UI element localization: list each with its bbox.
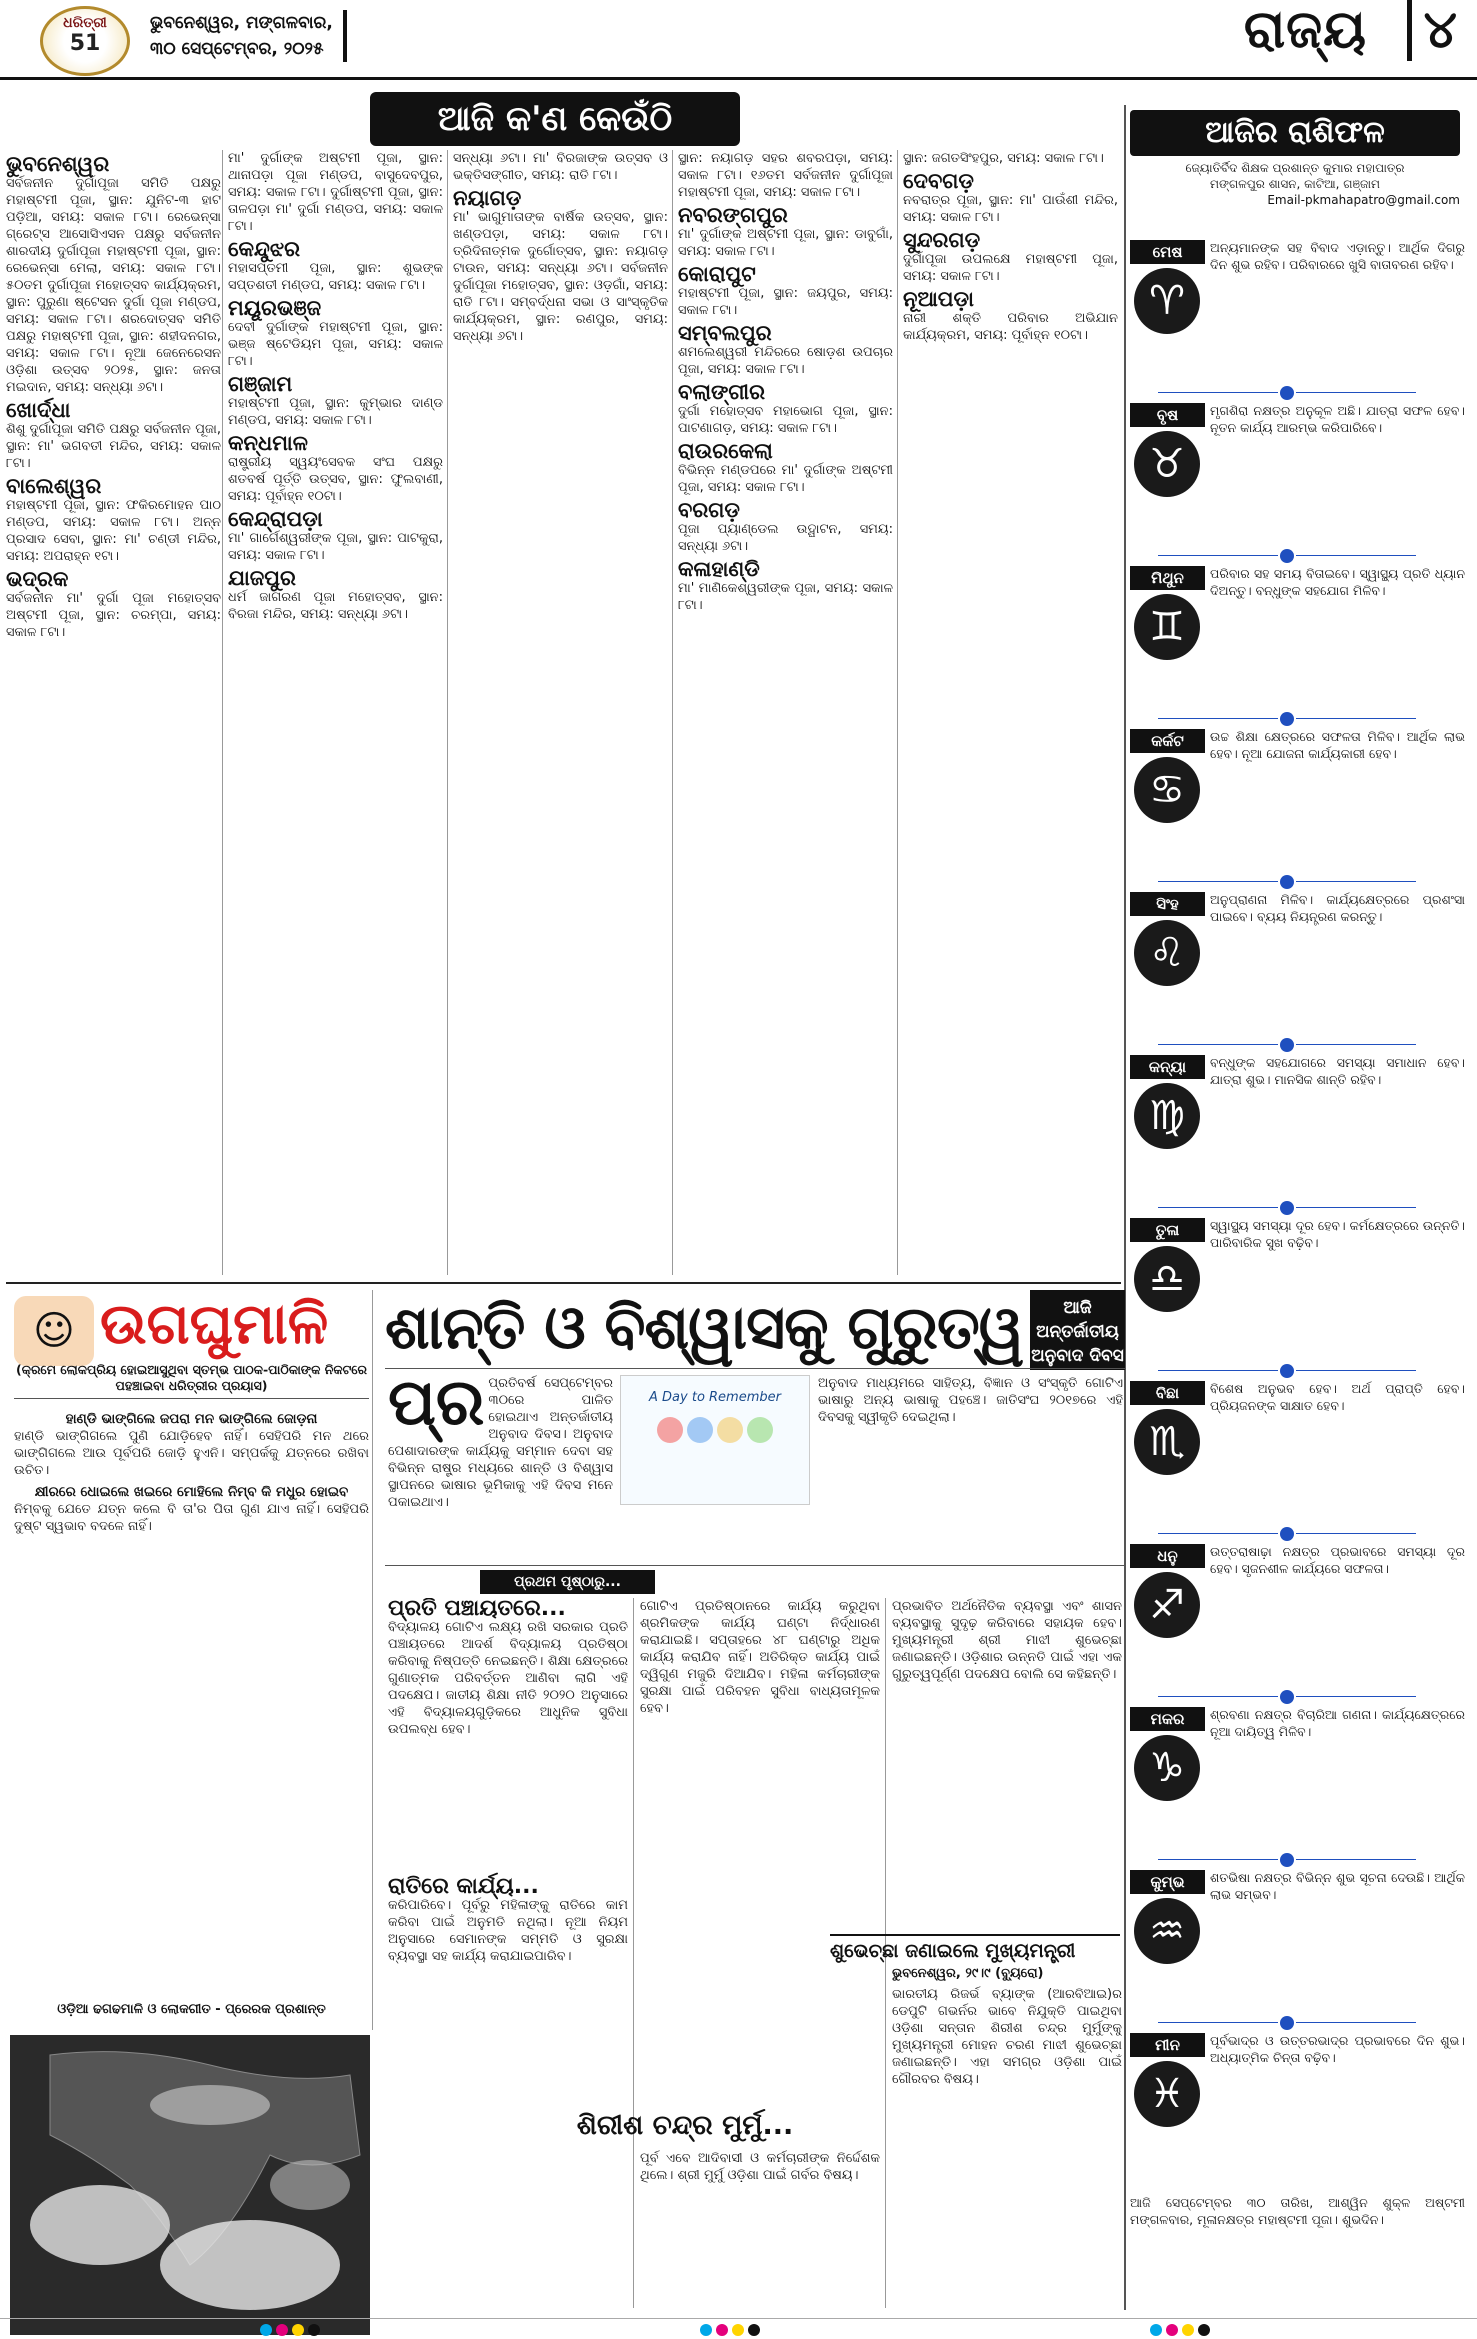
cm-greeting-dateline: ଭୁବନେଶ୍ୱର, ୨୯।୯ (ବ୍ୟୁରୋ) <box>892 1966 1044 1981</box>
sign-aries <box>1130 240 1465 402</box>
listing-block <box>6 474 221 565</box>
city-day: ଭୁବନେଶ୍ୱର, ମଙ୍ଗଳବାର, <box>150 13 333 33</box>
sign-forecast: ପରିବାର ସହ ସମୟ ବିତାଇବେ। ସ୍ୱାସ୍ଥ୍ୟ ପ୍ରତି ଧ୍ୟାନ ଦିଅନ୍ତୁ। ବନ୍ଧୁଙ୍କ ସହଯୋଗ ମିଳିବ। <box>1210 566 1465 598</box>
listing-text: ସର୍ବଜନୀନ ଦୁର୍ଗାପୂଜା ସମିତି ପକ୍ଷରୁ ମହାଷ୍ଟମୀ ପୂଜା, ସ୍ଥାନ: ଯୁନିଟ-୩ ହାଟ ପଡ଼ିଆ, ସମୟ: ସକାଳ ୮ଟା। ରେଭେନ୍ସା ଗ୍ରେଟ୍ସ ଆସୋସିଏସନ ପକ୍ଷରୁ ସର୍ବଜନୀନ ଶାରଦୀୟ ଦୁର୍ଗାପୂଜା ମହାଷ୍ଟମୀ ପୂଜା, ସ୍ଥାନ: ରେଭେନ୍ସା ମେଲା, ସମୟ: ସକାଳ ୮ଟା। ୫୦ତମ ଦୁର୍ଗାପୂଜା ମହୋତ୍ସବ କାର୍ଯ୍ୟକ୍ରମ, ସ୍ଥାନ: ପୁରୁଣା ଷ୍ଟେସନ ଦୁର୍ଗା ପୂଜା ମଣ୍ଡପ, ସମୟ: ସକାଳ ୮ଟା। ଶରଦୋତ୍ସବ ସମିତି ପକ୍ଷରୁ ମହାଷ୍ଟମୀ ପୂଜା, ସ୍ଥାନ: ଶହୀଦନଗର, ସମୟ: ସକାଳ ୮ଟା। ନୂଆ ଜେନେରେସନ ଓଡ଼ିଶା ଉତ୍ସବ ୨୦୨୫, ସ୍ଥାନ: ଜନତା ମଇଦାନ, ସମୟ: ସନ୍ଧ୍ୟା ୬ଟା। <box>6 176 221 395</box>
satellite-map <box>10 2035 370 2335</box>
listing-text: ମା' ଦୁର୍ଗାଙ୍କ ଅଷ୍ଟମୀ ପୂଜା, ସ୍ଥାନ: ଥାନାପଡ଼ା ପୂଜା ମଣ୍ଡପ, ବାସୁଦେବପୁର, ସମୟ: ସକାଳ ୮ଟା। ଦୁର୍ଗାଷ୍ଟମୀ ପୂଜା, ସ୍ଥାନ: ତାଳପଡ଼ା ମା' ଦୁର୍ଗା ମଣ୍ଡପ, ସମୟ: ସକାଳ ୮ଟା। <box>228 151 443 234</box>
district-heading: ବରଗଡ଼ <box>678 498 740 522</box>
listing-text: ସର୍ବଜନୀନ ମା' ଦୁର୍ଗା ପୂଜା ମହୋତ୍ସବ ଅଷ୍ଟମୀ ପୂଜା, ସ୍ଥାନ: ଚରମ୍ପା, ସମୟ: ସକାଳ ୮ଟା। <box>6 591 221 640</box>
sign-forecast: ବନ୍ଧୁଙ୍କ ସହଯୋଗରେ ସମସ୍ୟା ସମାଧାନ ହେବ। ଯାତ୍ରା ଶୁଭ। ମାନସିକ ଶାନ୍ତି ରହିବ। <box>1210 1055 1465 1087</box>
listing-text: ରାଷ୍ଟ୍ରୀୟ ସ୍ୱୟଂସେବକ ସଂଘ ପକ୍ଷରୁ ଶତବର୍ଷ ପୂର୍ତ୍ତି ଉତ୍ସବ, ସ୍ଥାନ: ଫୁଲବାଣୀ, ସମୟ: ପୂର୍ବାହ୍ନ ୧୦ଟା। <box>228 455 443 504</box>
district-heading: ଭୁବନେଶ୍ୱର <box>6 152 110 176</box>
astrologer-name: ଜ୍ୟୋତିର୍ବିଦ ଶିକ୍ଷକ ପ୍ରଶାନ୍ତ କୁମାର ମହାପାତ୍ର <box>1185 161 1405 175</box>
feature-para-1: ପ୍ରତିବର୍ଷ ସେପ୍ଟେମ୍ବର ୩୦ରେ ପାଳିତ ହୋଇଥାଏ ଅନ୍ତର୍ଜାତୀୟ ଅନୁବାଦ ଦିବସ। ଅନୁବାଦ ପେଶାଦାରଙ୍କ କାର୍ଯ୍ୟକୁ ସମ୍ମାନ ଦେବା ସହ ବିଭିନ୍ନ ରାଷ୍ଟ୍ର ମଧ୍ୟରେ ଶାନ୍ତି ଓ ବିଶ୍ୱାସ ସ୍ଥାପନରେ ଭାଷାର ଭୂମିକାକୁ ଏହି ଦିବସ ମନେ ପକାଇଥାଏ। <box>388 1376 613 1510</box>
proverb-2-explanation: ନିମ୍ବକୁ ଯେତେ ଯତ୍ନ କଲେ ବି ତା'ର ପିତା ଗୁଣ ଯାଏ ନାହିଁ। ସେହିପରି ଦୁଷ୍ଟ ସ୍ୱଭାବ ବଦଳେ ନାହିଁ। <box>14 1502 369 1534</box>
listing-text: ପୂଜା ପ୍ୟାଣ୍ଡେଲ ଉଦ୍ଘାଟନ, ସମୟ: ସନ୍ଧ୍ୟା ୬ଟା। <box>678 522 893 554</box>
district-heading: କେନ୍ଦ୍ରାପଡ଼ା <box>228 507 323 531</box>
listing-text: ମା' ଗାର୍ଗେଶ୍ୱରୀଙ୍କ ପୂଜା, ସ୍ଥାନ: ପାଟକୁରା, ସମୟ: ସକାଳ ୮ଟା। <box>228 531 443 563</box>
what-where-col-4 <box>678 150 893 1275</box>
aries-icon: ♈ <box>1134 268 1200 334</box>
what-where-col-1 <box>6 150 221 1275</box>
aquarius-icon: ♒ <box>1134 1898 1200 1964</box>
column-rule <box>633 1598 634 2308</box>
story-2-text: କରିପାରିବେ। ପୂର୍ବରୁ ମହିଳାଙ୍କୁ ରାତିରେ କାମ କରିବା ପାଇଁ ଅନୁମତି ନଥିଲା। ନୂଆ ନିୟମ ଅନୁସାରେ ସେମାନଙ୍କ ସମ୍ମତି ଓ ସୁରକ୍ଷା ବ୍ୟବସ୍ଥା ସହ କାର୍ଯ୍ୟ କରାଯାଇପାରିବ। <box>388 1898 628 1964</box>
district-heading: କୋରାପୁଟ <box>678 262 756 286</box>
district-heading: ମୟୂରଭଞ୍ଜ <box>228 296 322 320</box>
satellite-weather-image <box>10 2035 370 2335</box>
listing-text: ଧର୍ମ ଜାଗରଣ ପୂଜା ମହୋତ୍ସବ, ସ୍ଥାନ: ବିରଜା ମନ୍ଦିର, ସମୟ: ସନ୍ଧ୍ୟା ୬ଟା। <box>228 590 443 622</box>
district-heading: ସମ୍ବଲପୁର <box>678 321 772 345</box>
gemini-icon: ♊ <box>1134 594 1200 660</box>
listing-text: ନବରାତ୍ର ପୂଜା, ସ୍ଥାନ: ମା' ପାଉଁଶୀ ମନ୍ଦିର, ସମୟ: ସକାଳ ୮ଟା। <box>903 193 1118 225</box>
divider-dot <box>1280 1527 1294 1541</box>
divider-dot <box>1280 549 1294 563</box>
feature-headline: ଶାନ୍ତି ଓ ବିଶ୍ୱାସକୁ ଗୁରୁତ୍ୱ <box>385 1293 1024 1363</box>
section-divider <box>6 1282 1121 1284</box>
yellow-dot <box>732 2324 744 2336</box>
story-3-box <box>640 2150 880 2310</box>
horoscope-rule <box>1124 105 1126 2310</box>
sagittarius-icon: ♐ <box>1134 1572 1200 1638</box>
logo-text: ଧରିତ୍ରୀ <box>63 15 107 31</box>
sign-cancer <box>1130 729 1465 891</box>
column-rule <box>447 150 448 1275</box>
column-rule <box>222 150 223 1275</box>
story-3-text: ପୂର୍ବ ଏବେ ଆଦିବାସୀ ଓ କର୍ମଚାରୀଙ୍କ ନିର୍ଦ୍ଦେଶକ ଥିଲେ। ଶ୍ରୀ ମୁର୍ମୁ ଓଡ଼ିଶା ପାଇଁ ଗର୍ବର ବିଷୟ। <box>640 2151 880 2183</box>
listing-text: ମହାଷ୍ଟମୀ ପୂଜା, ସ୍ଥାନ: ଜୟପୁର, ସମୟ: ସକାଳ ୮ଟା। <box>678 286 893 318</box>
cartoon-faces-icon: ☺ <box>14 1296 94 1366</box>
cm-greeting-headline: ଶୁଭେଚ୍ଛା ଜଣାଇଲେ ମୁଖ୍ୟମନ୍ତ୍ରୀ <box>830 1934 1120 1962</box>
sign-label: ମକର <box>1130 1707 1205 1731</box>
libra-icon: ♎ <box>1134 1246 1200 1312</box>
story-2-continued: ଗୋଟିଏ ପ୍ରତିଷ୍ଠାନରେ କାର୍ଯ୍ୟ କରୁଥିବା ଶ୍ରମିକଙ୍କ କାର୍ଯ୍ୟ ଘଣ୍ଟା ନିର୍ଦ୍ଧାରଣ କରାଯାଇଛି। ସପ୍ତାହରେ ୪୮ ଘଣ୍ଟାରୁ ଅଧିକ କାର୍ଯ୍ୟ କରାଯିବ ନାହିଁ। ଅତିରିକ୍ତ କାର୍ଯ୍ୟ ପାଇଁ ଦ୍ୱିଗୁଣ ମଜୁରି ଦିଆଯିବ। ମହିଳା କର୍ମଚାରୀଙ୍କ ସୁରକ୍ଷା ପାଇଁ ପରିବହନ ସୁବିଧା ବାଧ୍ୟତାମୂଳକ ହେବ। <box>640 1599 880 1716</box>
badge-icon <box>657 1417 683 1443</box>
cyan-dot <box>260 2324 272 2336</box>
scorpio-icon: ♏ <box>1134 1409 1200 1475</box>
badge-icon <box>747 1417 773 1443</box>
continued-col-2 <box>640 1598 880 2098</box>
district-heading: ନୂଆପଡ଼ା <box>903 287 974 311</box>
proverb-2: କ୍ଷୀରରେ ଧୋଇଲେ ଖଇରେ ମୋହିଲେ ନିମ୍ବ କି ମଧୁର ହୋଇବ <box>34 1484 349 1500</box>
sign-virgo <box>1130 1055 1465 1217</box>
panjika-note: ଆଜି ସେପ୍ଟେମ୍ବର ୩୦ ତାରିଖ, ଆଶ୍ୱିନ ଶୁକ୍ଳ ଅଷ୍ଟମୀ ମଙ୍ଗଳବାର, ମୂଳାନକ୍ଷତ୍ର ମହାଷ୍ଟମୀ ପୂଜା। ଶୁଭଦିନ। <box>1130 2195 1465 2227</box>
sign-scorpio <box>1130 1381 1465 1543</box>
sign-forecast: ଉଚ୍ଚ ଶିକ୍ଷା କ୍ଷେତ୍ରରେ ସଫଳତା ମିଳିବ। ଆର୍ଥିକ ଲାଭ ହେବ। ନୂଆ ଯୋଜନା କାର୍ଯ୍ୟକାରୀ ହେବ। <box>1210 729 1465 761</box>
sign-label: ମୀନ <box>1130 2033 1205 2057</box>
feature-rule <box>385 1368 1125 1369</box>
listing-text: ମହାଷ୍ଟମୀ ପୂଜା, ସ୍ଥାନ: ଫକିରମୋହନ ପାଠ ମଣ୍ଡପ, ସମୟ: ସକାଳ ୮ଟା। ଅନ୍ନ ପ୍ରସାଦ ସେବା, ସ୍ଥାନ: ମା' ଚଣ୍ଡୀ ମନ୍ଦିର, ସମୟ: ଅପରାହ୍ନ ୧ଟା। <box>6 498 221 564</box>
astrologer-address: ମଙ୍ଗଳପୁର ଶାସନ, କାଟିଆ, ଗଞ୍ଜାମ <box>1210 177 1380 191</box>
sign-label: କର୍କଟ <box>1130 729 1205 753</box>
district-heading: କେନ୍ଦୁଝର <box>228 237 301 261</box>
listing-text: ଦୁର୍ଗା ମହୋତ୍ସବ ମହାଭୋଗ ପୂଜା, ସ୍ଥାନ: ପାଟଣାଗଡ଼, ସମୟ: ସକାଳ ୮ଟା। <box>678 404 893 436</box>
listing-text: ମା' ଭାଗୁମାତାଙ୍କ ବାର୍ଷିକ ଉତ୍ସବ, ସ୍ଥାନ: ଖଣ୍ଡପଡ଼ା, ସମୟ: ସକାଳ ୮ଟା। ତ୍ରିଦିନାତ୍ମକ ଦୁର୍ଗୋତ୍ସବ, ସ୍ଥାନ: ନୟାଗଡ଼ ଟାଉନ, ସମୟ: ସନ୍ଧ୍ୟା ୬ଟା। ସର୍ବଜନୀନ ଦୁର୍ଗାପୂଜା ମହୋତ୍ସବ, ସ୍ଥାନ: ଓଡ଼ଗାଁ, ସମୟ: ରାତି ୮ଟା। ସମ୍ବର୍ଦ୍ଧନା ସଭା ଓ ସାଂସ୍କୃତିକ କାର୍ଯ୍ୟକ୍ରମ, ସ୍ଥାନ: ରଣପୁର, ସମୟ: ସନ୍ଧ୍ୟା ୬ଟା। <box>453 210 668 344</box>
black-dot <box>308 2324 320 2336</box>
sign-forecast: ମୃଗଶିରା ନକ୍ଷତ୍ର ଅନୁକୂଳ ଅଛି। ଯାତ୍ରା ସଫଳ ହେବ। ନୂତନ କାର୍ଯ୍ୟ ଆରମ୍ଭ କରିପାରିବେ। <box>1210 403 1465 435</box>
yellow-dot <box>292 2324 304 2336</box>
magenta-dot <box>716 2324 728 2336</box>
listing-text: ସନ୍ଧ୍ୟା ୬ଟା। ମା' ବିରଜାଙ୍କ ଉତ୍ସବ ଓ ଭକ୍ତିସଙ୍ଗୀତ, ସମୟ: ରାତି ୮ଟା। <box>453 151 668 183</box>
ugaghumali-title: ଉଗଘୁମାଳି <box>100 1292 329 1357</box>
sign-label: ଧନୁ <box>1130 1544 1205 1568</box>
image-caption: A Day to Remember <box>649 1390 781 1405</box>
horoscope-byline <box>1130 160 1460 208</box>
what-where-heading: ଆଜି କ'ଣ କେଉଁଠି <box>370 92 740 146</box>
sign-label: କୁମ୍ଭ <box>1130 1870 1205 1894</box>
taurus-icon: ♉ <box>1134 431 1200 497</box>
listing-block <box>6 567 221 641</box>
badge-icon <box>687 1417 713 1443</box>
sign-label: ସିଂହ <box>1130 892 1205 916</box>
listing-text: ଦୁର୍ଗାପୂଜା ଉପଲକ୍ଷେ ମହାଷ୍ଟମୀ ପୂଜା, ସମୟ: ସକାଳ ୮ଟା। <box>903 252 1118 284</box>
what-where-col-5 <box>903 150 1118 1275</box>
listing-text: ସ୍ଥାନ: ନୟାଗଡ଼ ସହର ଶବରପଡ଼ା, ସମୟ: ସକାଳ ୮ଟା। ୧୬ତମ ସର୍ବଜନୀନ ଦୁର୍ଗାପୂଜା ମହାଷ୍ଟମୀ ପୂଜା, ସମୟ: ସକାଳ ୮ଟା। <box>678 151 893 200</box>
divider-dot <box>1280 386 1294 400</box>
district-heading: ଖୋର୍ଦ୍ଧା <box>6 398 71 422</box>
dateline <box>150 10 347 62</box>
story-head-3: ଶିରୀଶ ଚନ୍ଦ୍ର ମୁର୍ମୁ... <box>576 2110 794 2141</box>
divider-dot <box>1280 1690 1294 1704</box>
sign-forecast: ପୂର୍ବଭାଦ୍ର ଓ ଉତ୍ତରଭାଦ୍ର ପ୍ରଭାବରେ ଦିନ ଶୁଭ। ଅଧ୍ୟାତ୍ମିକ ଚିନ୍ତା ବଢ଼ିବ। <box>1210 2033 1465 2065</box>
sign-libra <box>1130 1218 1465 1380</box>
district-heading: କଳାହାଣ୍ଡି <box>678 557 760 581</box>
cyan-dot <box>1150 2324 1162 2336</box>
sign-aquarius <box>1130 1870 1465 2032</box>
cm-greeting-story <box>892 1965 1122 2310</box>
sign-capricorn <box>1130 1707 1465 1869</box>
district-heading: ଗଞ୍ଜାମ <box>228 372 293 396</box>
black-dot <box>1198 2324 1210 2336</box>
feature-tag: ଆଜି ଅନ୍ତର୍ଜାତୀୟ ଅନୁବାଦ ଦିବସ <box>1030 1290 1125 1370</box>
feature-para-2-box <box>818 1375 1123 1560</box>
issue-date: ୩୦ ସେପ୍ଟେମ୍ବର, ୨୦୨୫ <box>150 39 324 59</box>
listing-text: ମହାସପ୍ତମୀ ପୂଜା, ସ୍ଥାନ: ଶୁଭଙ୍କ ସପ୍ତଶତୀ ମଣ୍ଡପ, ସମୟ: ସକାଳ ୮ଟା। <box>228 261 443 293</box>
continued-from-front-label: ପ୍ରଥମ ପୃଷ୍ଠାରୁ... <box>480 1570 655 1594</box>
sign-label: ମିଥୁନ <box>1130 566 1205 590</box>
listing-text: ଶିଶୁ ଦୁର୍ଗାପୂଜା ସମିତି ପକ୍ଷରୁ ସର୍ବଜନୀନ ପୂଜା, ସ୍ଥାନ: ମା' ଭଗବତୀ ମନ୍ଦିର, ସମୟ: ସକାଳ ୮ଟା। <box>6 422 221 471</box>
listing-text: ସ୍ଥାନ: ଜଗତସିଂହପୁର, ସମୟ: ସକାଳ ୮ଟା। <box>903 151 1104 166</box>
yellow-dot <box>1182 2324 1194 2336</box>
column-rule <box>672 150 673 1275</box>
divider-dot <box>1280 1364 1294 1378</box>
sign-label: ମେଷ <box>1130 240 1205 264</box>
sign-forecast: ଶ୍ରବଣା ନକ୍ଷତ୍ର ବିଚାରିଆ ଗଣନା। କାର୍ଯ୍ୟକ୍ଷେତ୍ରରେ ନୂଆ ଦାୟିତ୍ୱ ମିଳିବ। <box>1210 1707 1465 1739</box>
magenta-dot <box>1166 2324 1178 2336</box>
astrologer-email: Email-pkmahapatro@gmail.com <box>1267 193 1460 207</box>
sign-forecast: ବିଶେଷ ଅନୁଭବ ହେବ। ଅର୍ଥ ପ୍ରାପ୍ତି ହେବ। ପ୍ରିୟଜନଙ୍କ ସାକ୍ଷାତ ହେବ। <box>1210 1381 1465 1413</box>
divider-dot <box>1280 1038 1294 1052</box>
feature-intro <box>388 1375 613 1560</box>
sign-forecast: ଉତ୍ତରାଷାଢ଼ା ନକ୍ଷତ୍ର ପ୍ରଭାବରେ ସମସ୍ୟା ଦୂର ହେବ। ସୃଜନଶୀଳ କାର୍ଯ୍ୟରେ ସଫଳତା। <box>1210 1544 1465 1576</box>
district-heading: ଭଦ୍ରକ <box>6 567 69 591</box>
sign-label: କନ୍ୟା <box>1130 1055 1205 1079</box>
feature-bottom-rule <box>385 1565 1125 1566</box>
magenta-dot <box>276 2324 288 2336</box>
page-number: ୪ <box>1407 0 1457 61</box>
sign-forecast: ଶତଭିଷା ନକ୍ଷତ୍ର ବିଭିନ୍ନ ଶୁଭ ସୂଚନା ଦେଉଛି। ଆର୍ଥିକ ଲାଭ ସମ୍ଭବ। <box>1210 1870 1465 1902</box>
badge-icon <box>717 1417 743 1443</box>
continued-col-1 <box>388 1598 628 2308</box>
listing-text: ମା' ମାଣିକେଶ୍ୱରୀଙ୍କ ପୂଜା, ସମୟ: ସକାଳ ୮ଟା। <box>678 581 893 613</box>
sign-pisces <box>1130 2033 1465 2195</box>
feature-para-2: ଅନୁବାଦ ମାଧ୍ୟମରେ ସାହିତ୍ୟ, ବିଜ୍ଞାନ ଓ ସଂସ୍କୃତି ଗୋଟିଏ ଭାଷାରୁ ଅନ୍ୟ ଭାଷାକୁ ପହଞ୍ଚେ। ଜାତିସଂଘ ୨୦୧୭ରେ ଏହି ଦିବସକୁ ସ୍ୱୀକୃତି ଦେଇଥିଲା। <box>818 1376 1123 1425</box>
story-1-text: ବିଦ୍ୟାଳୟ ଗୋଟିଏ ଲକ୍ଷ୍ୟ ରଖି ସରକାର ପ୍ରତି ପଞ୍ଚାୟତରେ ଆଦର୍ଶ ବିଦ୍ୟାଳୟ ପ୍ରତିଷ୍ଠା କରିବାକୁ ନିଷ୍ପତ୍ତି ନେଇଛନ୍ତି। ଶିକ୍ଷା କ୍ଷେତ୍ରରେ ଗୁଣାତ୍ମକ ପରିବର୍ତ୍ତନ ଆଣିବା ଲାଗି ଏହି ପଦକ୍ଷେପ। ଜାତୀୟ ଶିକ୍ଷା ନୀତି ୨୦୨୦ ଅନୁସାରେ ଏହି ବିଦ୍ୟାଳୟଗୁଡ଼ିକରେ ଆଧୁନିକ ସୁବିଧା ଉପଲବ୍ଧ ହେବ। <box>388 1620 628 1737</box>
sign-forecast: ସ୍ୱାସ୍ଥ୍ୟ ସମସ୍ୟା ଦୂର ହେବ। କର୍ମକ୍ଷେତ୍ରରେ ଉନ୍ନତି। ପାରିବାରିକ ସୁଖ ବଢ଼ିବ। <box>1210 1218 1465 1250</box>
print-registration-bar <box>0 2318 1477 2339</box>
district-heading: ସୁନ୍ଦରଗଡ଼ <box>903 228 981 252</box>
story-head-1: ପ୍ରତି ପଞ୍ଚାୟତରେ... <box>388 1598 566 1621</box>
district-heading: ବଲାଙ୍ଗୀର <box>678 380 765 404</box>
sign-leo <box>1130 892 1465 1054</box>
capricorn-icon: ♑ <box>1134 1735 1200 1801</box>
sign-gemini <box>1130 566 1465 728</box>
proverb-1-explanation: ହାଣ୍ଡି ଭାଙ୍ଗିଗଲେ ପୁଣି ଯୋଡ଼ିହେବ ନାହିଁ। ସେହିପରି ମନ ଥରେ ଭାଙ୍ଗିଗଲେ ଆଉ ପୂର୍ବପରି ଜୋଡ଼ି ହୁଏନି। ସମ୍ପର୍କକୁ ଯତ୍ନରେ ରଖିବା ଉଚିତ। <box>14 1429 369 1478</box>
ugaghumali-credit: ଓଡ଼ିଆ ଢଗଢମାଳି ଓ ଲୋକଗୀତ - ପ୍ରେରକ ପ୍ରଶାନ୍ତ <box>57 2002 326 2017</box>
listing-text: ଶମଲେଶ୍ୱରୀ ମନ୍ଦିରରେ ଷୋଡ଼ଶ ଉପଚାର ପୂଜା, ସମୟ: ସକାଳ ୮ଟା। <box>678 345 893 377</box>
leo-icon: ♌ <box>1134 920 1200 986</box>
cyan-dot <box>700 2324 712 2336</box>
ugaghumali-subtitle: (କ୍ରମେ ଲୋକପ୍ରିୟ ହୋଇଆସୁଥିବା ସ୍ତମ୍ଭ ପାଠକ-ପାଠିକାଙ୍କ ନିକଟରେ ପହଞ୍ଚାଇବା ଧରିତ୍ରୀର ପ୍ରୟାସ) <box>14 1362 369 1399</box>
feature-image <box>620 1375 810 1505</box>
speech-badges <box>621 1415 809 1449</box>
listing-block <box>6 152 221 396</box>
horoscope-heading: ଆଜିର ରାଶିଫଳ <box>1130 110 1460 156</box>
sign-label: ବିଛା <box>1130 1381 1205 1405</box>
black-dot <box>748 2324 760 2336</box>
listing-text: ବିଭିନ୍ନ ମଣ୍ଡପରେ ମା' ଦୁର୍ଗାଙ୍କ ଅଷ୍ଟମୀ ପୂଜା, ସମୟ: ସକାଳ ୮ଟା। <box>678 463 893 495</box>
listing-block <box>6 398 221 472</box>
drop-cap: ପ୍ର <box>388 1375 485 1440</box>
district-heading: ଦେବଗଡ଼ <box>903 169 974 193</box>
what-where-col-2 <box>228 150 443 1275</box>
pisces-icon: ♓ <box>1134 2061 1200 2127</box>
years-badge: 51 <box>69 31 101 56</box>
divider-dot <box>1280 875 1294 889</box>
sign-label: ବୃଷ <box>1130 403 1205 427</box>
district-heading: ବାଲେଶ୍ୱର <box>6 474 102 498</box>
story-head-2: ରାତିରେ କାର୍ଯ୍ୟ... <box>388 1874 539 1899</box>
virgo-icon: ♍ <box>1134 1083 1200 1149</box>
listing-text: ଦେବୀ ଦୁର୍ଗାଙ୍କ ମହାଷ୍ଟମୀ ପୂଜା, ସ୍ଥାନ: ଭଞ୍ଜ ଷ୍ଟେଡିୟମ ପୂଜା, ସମୟ: ସକାଳ ୮ଟା। <box>228 320 443 369</box>
ugaghumali-body <box>14 1410 369 2000</box>
listing-text: ନାରୀ ଶକ୍ତି ପରିବାର ଅଭିଯାନ କାର୍ଯ୍ୟକ୍ରମ, ସମୟ: ପୂର୍ବାହ୍ନ ୧୦ଟା। <box>903 311 1118 343</box>
divider-dot <box>1280 1853 1294 1867</box>
district-heading: କନ୍ଧମାଳ <box>228 431 308 455</box>
continued-col-3 <box>892 1598 1122 1928</box>
sign-sagittarius <box>1130 1544 1465 1706</box>
listing-text: ମା' ଦୁର୍ଗାଙ୍କ ଅଷ୍ଟମୀ ପୂଜା, ସ୍ଥାନ: ଡାବୁଗାଁ, ସମୟ: ସକାଳ ୮ଟା। <box>678 227 893 259</box>
district-heading: ନୟାଗଡ଼ <box>453 186 522 210</box>
sign-forecast: ଅନୁପ୍ରାଣନା ମିଳିବ। କାର୍ଯ୍ୟକ୍ଷେତ୍ରରେ ପ୍ରଶଂସା ପାଇବେ। ବ୍ୟୟ ନିୟନ୍ତ୍ରଣ କରନ୍ତୁ। <box>1210 892 1465 924</box>
section-title: ରାଜ୍ୟ <box>1243 0 1367 60</box>
sign-label: ତୁଳା <box>1130 1218 1205 1242</box>
story-3-continued: ପ୍ରଭାବିତ ଅର୍ଥନୈତିକ ବ୍ୟବସ୍ଥା ଏବଂ ଶାସନ ବ୍ୟବସ୍ଥାକୁ ସୁଦୃଢ଼ କରିବାରେ ସହାୟକ ହେବ। ମୁଖ୍ୟମନ୍ତ୍ରୀ ଶ୍ରୀ ମାଝୀ ଶୁଭେଚ୍ଛା ଜଣାଇଛନ୍ତି। ଓଡ଼ିଶାର ଉନ୍ନତି ପାଇଁ ଏହା ଏକ ଗୁରୁତ୍ୱପୂର୍ଣ୍ଣ ପଦକ୍ଷେପ ବୋଲି ସେ କହିଛନ୍ତି। <box>892 1599 1122 1682</box>
divider-dot <box>1280 712 1294 726</box>
sign-taurus <box>1130 403 1465 565</box>
cancer-icon: ♋ <box>1134 757 1200 823</box>
proverb-1: ହାଣ୍ଡି ଭାଙ୍ଗିଲେ ଜପରା ମନ ଭାଙ୍ଗିଲେ ଜୋଡ଼ନା <box>65 1411 318 1427</box>
divider-dot <box>1280 2016 1294 2030</box>
newspaper-logo <box>40 6 130 76</box>
what-where-col-3 <box>453 150 668 1275</box>
district-heading: ଯାଜପୁର <box>228 566 296 590</box>
district-heading: ରାଉରକେଲା <box>678 439 773 463</box>
sign-forecast: ଅନ୍ୟମାନଙ୍କ ସହ ବିବାଦ ଏଡ଼ାନ୍ତୁ। ଆର୍ଥିକ ଦିଗରୁ ଦିନ ଶୁଭ ରହିବ। ପରିବାରରେ ଖୁସି ବାତାବରଣ ରହିବ। <box>1210 240 1465 272</box>
district-heading: ନବରଙ୍ଗପୁର <box>678 203 788 227</box>
divider-dot <box>1280 1201 1294 1215</box>
column-rule <box>897 150 898 1275</box>
cm-greeting-text: ଭାରତୀୟ ରିଜର୍ଭ ବ୍ୟାଙ୍କ (ଆରବିଆଇ)ର ଡେପୁଟି ଗଭର୍ନର ଭାବେ ନିଯୁକ୍ତି ପାଇଥିବା ଓଡ଼ିଶା ସନ୍ତାନ ଶିରୀଶ ଚନ୍ଦ୍ର ମୁର୍ମୁଙ୍କୁ ମୁଖ୍ୟମନ୍ତ୍ରୀ ମୋହନ ଚରଣ ମାଝୀ ଶୁଭେଚ୍ଛା ଜଣାଇଛନ୍ତି। ଏହା ସମଗ୍ର ଓଡ଼ିଶା ପାଇଁ ଗୌରବର ବିଷୟ। <box>892 1987 1122 2087</box>
listing-text: ମହାଷ୍ଟମୀ ପୂଜା, ସ୍ଥାନ: କୁମ୍ଭାର ଦାଣ୍ଡ ମଣ୍ଡପ, ସମୟ: ସକାଳ ୮ଟା। <box>228 396 443 428</box>
